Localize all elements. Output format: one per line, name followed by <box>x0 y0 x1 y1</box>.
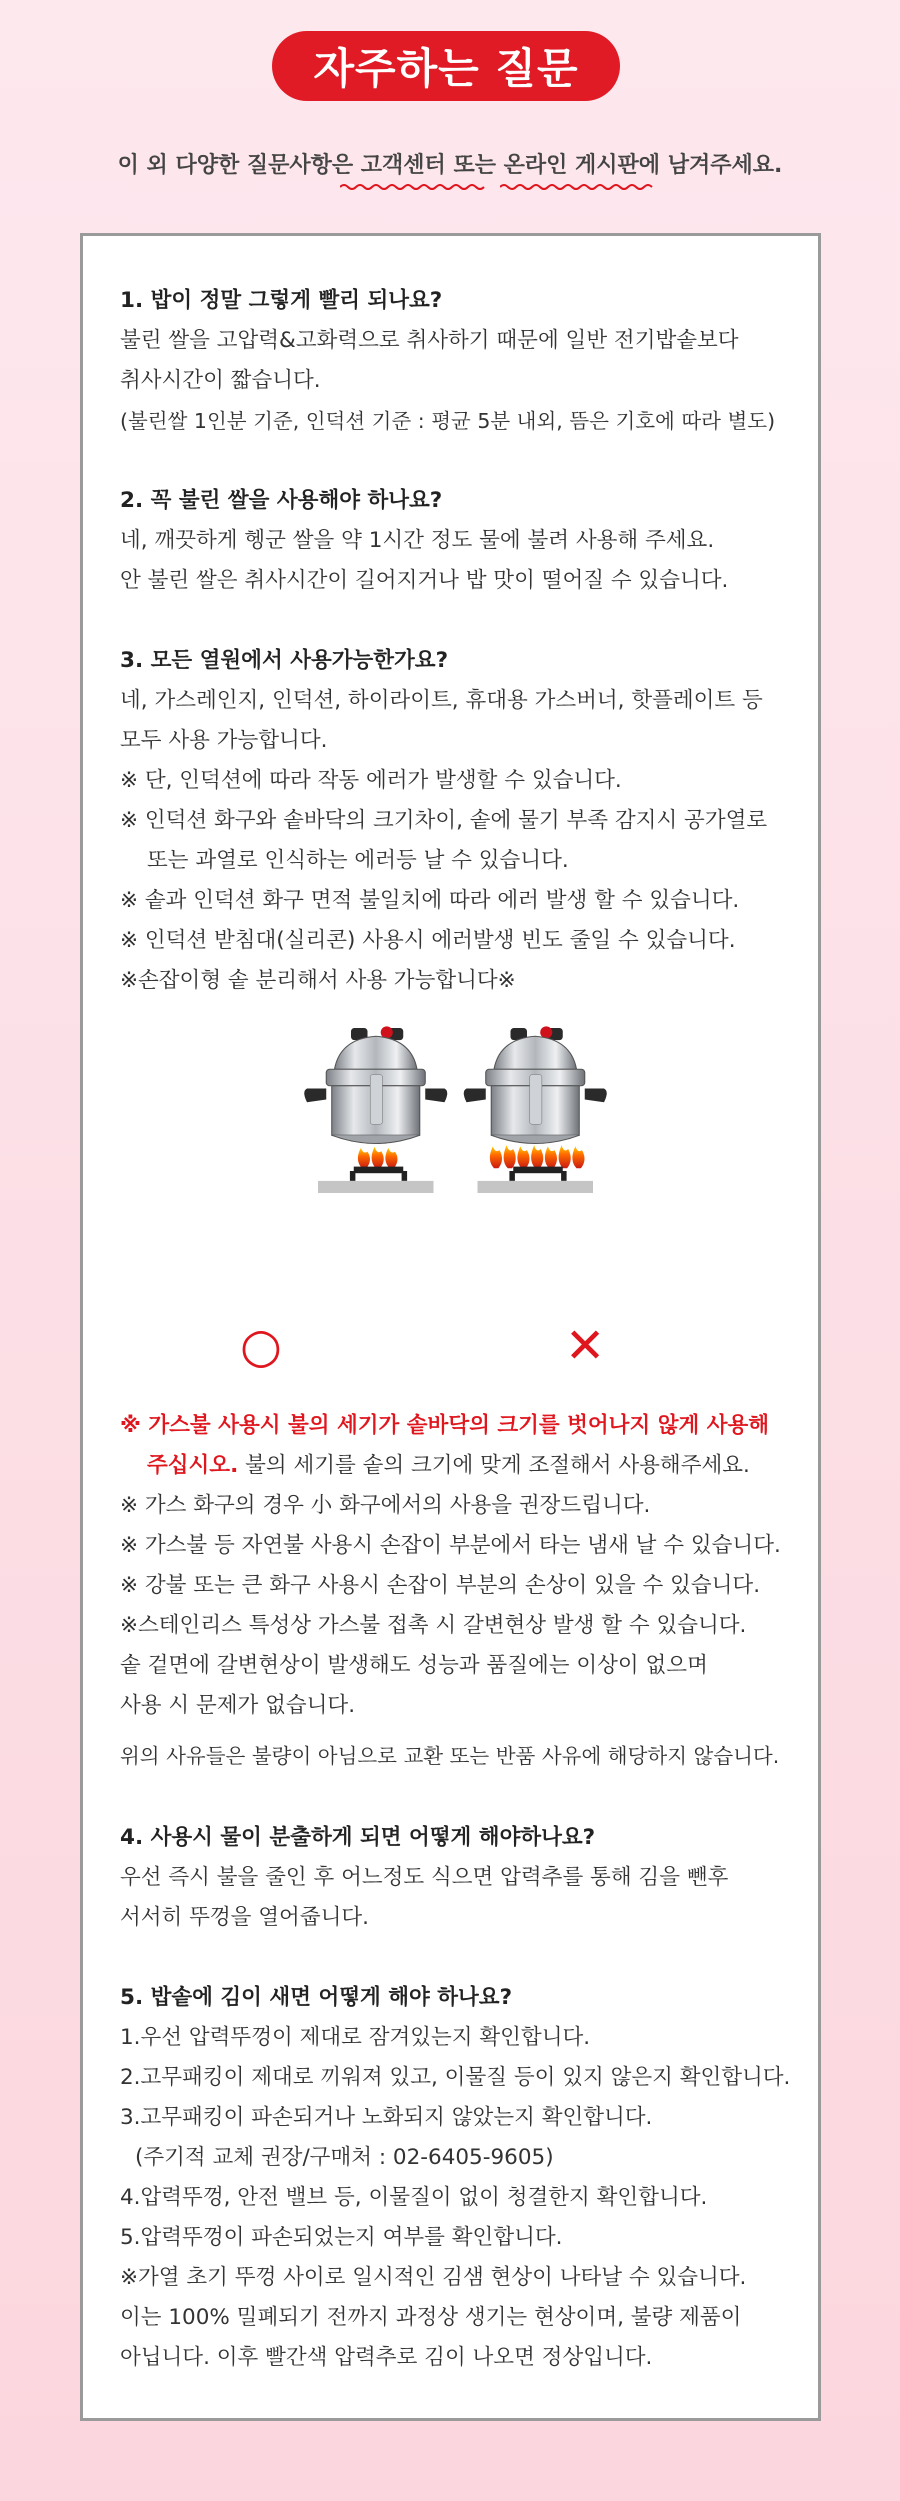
note-line: ※ 강불 또는 큰 화구 사용시 손잡이 부분의 손상이 있을 수 있습니다. <box>120 1573 761 1598</box>
note-line: 사용 시 문제가 없습니다. <box>120 1693 356 1718</box>
page-subtitle: 이 외 다양한 질문사항은 고객센터 또는 온라인 게시판에 남겨주세요. <box>117 153 783 178</box>
flame-right <box>490 1145 585 1181</box>
faq-answer-line: ※ 인덕션 받침대(실리콘) 사용시 에러발생 빈도 줄일 수 있습니다. <box>120 928 736 953</box>
warning-line <box>120 1446 750 1486</box>
footnote: 위의 사유들은 불량이 아님으로 교환 또는 반품 사유에 해당하지 않습니다. <box>120 1744 780 1768</box>
faq-answer-line: 이는 100% 밀폐되기 전까지 과정상 생기는 현상이며, 불량 제품이 <box>120 2305 742 2330</box>
faq-answer-line: 1.우선 압력뚜껑이 제대로 잠겨있는지 확인합니다. <box>120 2025 591 2050</box>
stovetop-left <box>318 1181 434 1193</box>
good-mark: ○ <box>240 1318 282 1374</box>
faq-question-4: 4. 사용시 물이 분출하게 되면 어떻게 해야하나요? <box>120 1825 596 1850</box>
faq-answer-line: 3.고무패킹이 파손되거나 노화되지 않았는지 확인합니다. <box>120 2105 653 2130</box>
pot-left <box>304 1026 447 1143</box>
warning-red-tail: 주십시오. <box>147 1453 239 1478</box>
warning-red-line: ※ 가스불 사용시 불의 세기가 솥바닥의 크기를 벗어나지 않게 사용해 <box>120 1413 770 1438</box>
note-line: ※ 가스불 등 자연불 사용시 손잡이 부분에서 타는 냄새 날 수 있습니다. <box>120 1533 781 1558</box>
underline-decoration <box>340 183 485 191</box>
note-line: 솥 겉면에 갈변현상이 발생해도 성능과 품질에는 이상이 없으며 <box>120 1653 708 1678</box>
faq-answer-line: 취사시간이 짧습니다. <box>120 368 321 393</box>
faq-answer-line: 안 불린 쌀은 취사시간이 길어지거나 밥 맛이 떨어질 수 있습니다. <box>120 568 729 593</box>
faq-answer-line: ※손잡이형 솥 분리해서 사용 가능합니다※ <box>120 968 516 993</box>
faq-answer-line: 2.고무패킹이 제대로 끼워져 있고, 이물질 등이 있지 않은지 확인합니다. <box>120 2065 791 2090</box>
faq-answer-line: 또는 과열로 인식하는 에러등 날 수 있습니다. <box>147 848 569 873</box>
faq-question-2: 2. 꼭 불린 쌀을 사용해야 하나요? <box>120 488 443 513</box>
faq-answer-line: 우선 즉시 불을 줄인 후 어느정도 식으면 압력추를 통해 김을 뺀후 <box>120 1865 729 1890</box>
faq-answer-line: 서서히 뚜껑을 열어줍니다. <box>120 1905 369 1930</box>
faq-answer-line: 네, 가스레인지, 인덕션, 하이라이트, 휴대용 가스버너, 핫플레이트 등 <box>120 688 763 713</box>
flame-left <box>350 1147 407 1181</box>
faq-answer-line: ※ 솥과 인덕션 화구 면적 불일치에 따라 에러 발생 할 수 있습니다. <box>120 888 740 913</box>
faq-answer-line: 네, 깨끗하게 헹군 쌀을 약 1시간 정도 물에 불려 사용해 주세요. <box>120 528 715 553</box>
faq-question-5: 5. 밥솥에 김이 새면 어떻게 해야 하나요? <box>120 1985 513 2010</box>
pressure-cooker-illustration <box>140 1006 760 1336</box>
faq-answer-line: ※가열 초기 뚜껑 사이로 일시적인 김샘 현상이 나타날 수 있습니다. <box>120 2265 747 2290</box>
underline-decoration <box>500 183 655 191</box>
faq-question-1: 1. 밥이 정말 그렇게 빨리 되나요? <box>120 288 443 313</box>
faq-question-3: 3. 모든 열원에서 사용가능한가요? <box>120 648 449 673</box>
faq-answer-line: (주기적 교체 권장/구매처 : 02-6405-9605) <box>135 2145 554 2170</box>
bad-mark: ✕ <box>565 1318 606 1374</box>
note-line: ※스테인리스 특성상 가스불 접촉 시 갈변현상 발생 할 수 있습니다. <box>120 1613 747 1638</box>
faq-answer-line: ※ 단, 인덕션에 따라 작동 에러가 발생할 수 있습니다. <box>120 768 622 793</box>
pot-right <box>464 1026 607 1143</box>
faq-answer-line: (불린쌀 1인분 기준, 인덕션 기준 : 평균 5분 내외, 뜸은 기호에 따라 별도) <box>120 409 776 433</box>
faq-answer-line: 아닙니다. 이후 빨간색 압력추로 김이 나오면 정상입니다. <box>120 2345 653 2370</box>
page-title: 자주하는 질문 <box>272 31 620 101</box>
faq-card <box>80 233 821 2421</box>
faq-answer-line: 모두 사용 가능합니다. <box>120 728 328 753</box>
faq-answer-line: 5.압력뚜껑이 파손되었는지 여부를 확인합니다. <box>120 2225 563 2250</box>
faq-answer-line: ※ 인덕션 화구와 솥바닥의 크기차이, 솥에 물기 부족 감지시 공가열로 <box>120 808 768 833</box>
faq-answer-line: 4.압력뚜껑, 안전 밸브 등, 이물질이 없이 청결한지 확인합니다. <box>120 2185 708 2210</box>
warning-tail: 불의 세기를 솥의 크기에 맞게 조절해서 사용해주세요. <box>238 1453 750 1478</box>
stovetop-right <box>478 1181 594 1193</box>
note-line: ※ 가스 화구의 경우 小 화구에서의 사용을 권장드립니다. <box>120 1493 651 1518</box>
faq-answer-line: 불린 쌀을 고압력&고화력으로 취사하기 때문에 일반 전기밥솥보다 <box>120 328 739 353</box>
